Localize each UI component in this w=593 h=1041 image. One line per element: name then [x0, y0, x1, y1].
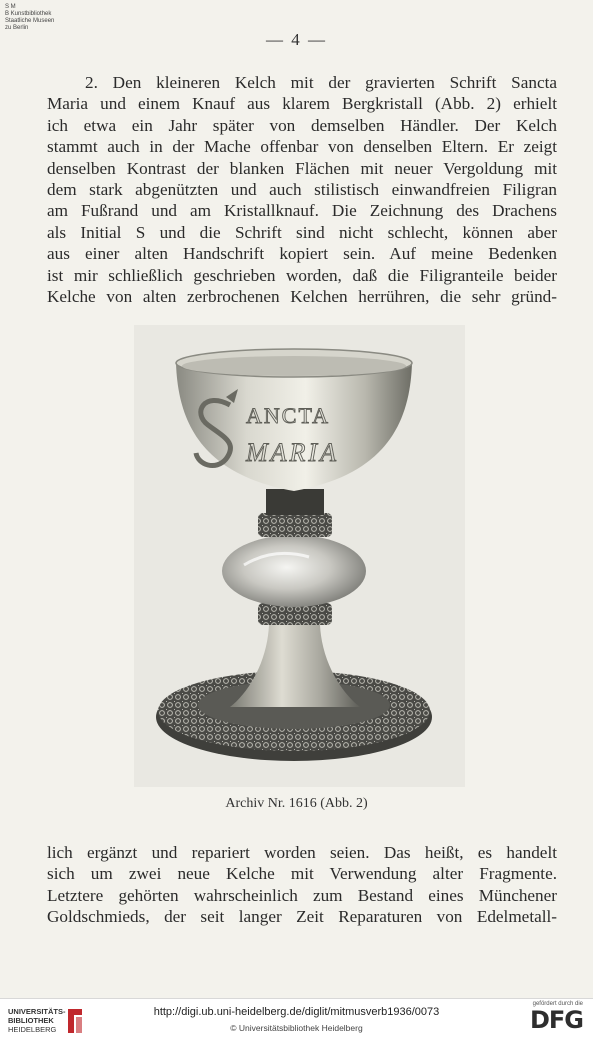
dfg-logo [523, 1001, 583, 1037]
text-line: aus einer alten Handschrift kopiert sein. Auf meine Bedenken [47, 244, 557, 264]
text-line: Goldschmieds, der seit langer Zeit Reparaturen von Edelmetall- [47, 907, 557, 927]
footer-copyright: © Universitätsbibliothek Heidelberg [230, 1023, 363, 1033]
text-line: als Initial S und die Schrift sind nicht schlecht, können aber [47, 222, 557, 242]
stamp-line: zu Berlin [5, 25, 29, 31]
text-line: stammt auch in der Mache offenbar von denselben Eltern. Er zeigt [47, 137, 557, 157]
text-line: ist mir schließlich geschrieben worden, daß die Filigranteile beider [47, 265, 557, 285]
engraving-sancta: ANCTA [246, 403, 331, 428]
text-line: 2. Den kleineren Kelch mit der gravierten Schrift Sancta [85, 73, 557, 92]
paragraph-2 [47, 842, 557, 928]
text-line: dem stark abgenützten und auch stilistisch einwandfreien Filigran [47, 180, 557, 200]
library-stamp [5, 4, 54, 32]
library-name: UNIVERSITÄTS- BIBLIOTHEK HEIDELBERG [8, 1007, 66, 1034]
engraving-maria: MARIA [246, 438, 339, 467]
chalice-photograph [134, 325, 465, 787]
text-line: Maria und einem Knauf aus klarem Bergkristall (Abb. 2) erhielt [47, 94, 557, 114]
text-line: denselben Kontrast der blanken Flächen mit neuer Vergoldung mit [47, 158, 557, 178]
page-number: — 4 — [266, 30, 327, 49]
funding-note: gefördert durch die [532, 1001, 583, 1007]
dfg-wordmark: DFG [529, 1006, 583, 1034]
footer-url-link[interactable]: http://digi.ub.uni-heidelberg.de/diglit/mitmusverb1936/0073 [153, 1006, 440, 1018]
figure-caption: Archiv Nr. 1616 (Abb. 2) [225, 796, 368, 811]
text-line: ich etwa ein Jahr später von demselben Händler. Der Kelch [47, 115, 557, 135]
text-line: sich um zwei neue Kelche mit Verwendung alter Fragmente. [47, 864, 557, 884]
text-line: am Fußrand und am Kristallknauf. Die Zeichnung des Drachens [47, 201, 557, 221]
text-line: Kelche von alten zerbrochenen Kelchen herrühren, die sehr gründ- [47, 287, 557, 307]
crystal-knob [222, 535, 366, 607]
upper-filigree-band [258, 513, 332, 537]
stamp-line: S M [5, 4, 16, 10]
stamp-line: B Kunstbibliothek [5, 11, 52, 17]
text-line: Letztere gehörten wahrscheinlich zum Bestand eines Münchener [47, 885, 557, 905]
paragraph-1 [47, 72, 557, 307]
chalice-stem [230, 625, 360, 707]
stamp-line: Staatliche Museen [5, 18, 55, 24]
text-line: lich ergänzt und repariert worden seien. Das heißt, es handelt [47, 843, 557, 862]
chalice-illustration [134, 325, 465, 787]
footer-bar [0, 998, 593, 1041]
